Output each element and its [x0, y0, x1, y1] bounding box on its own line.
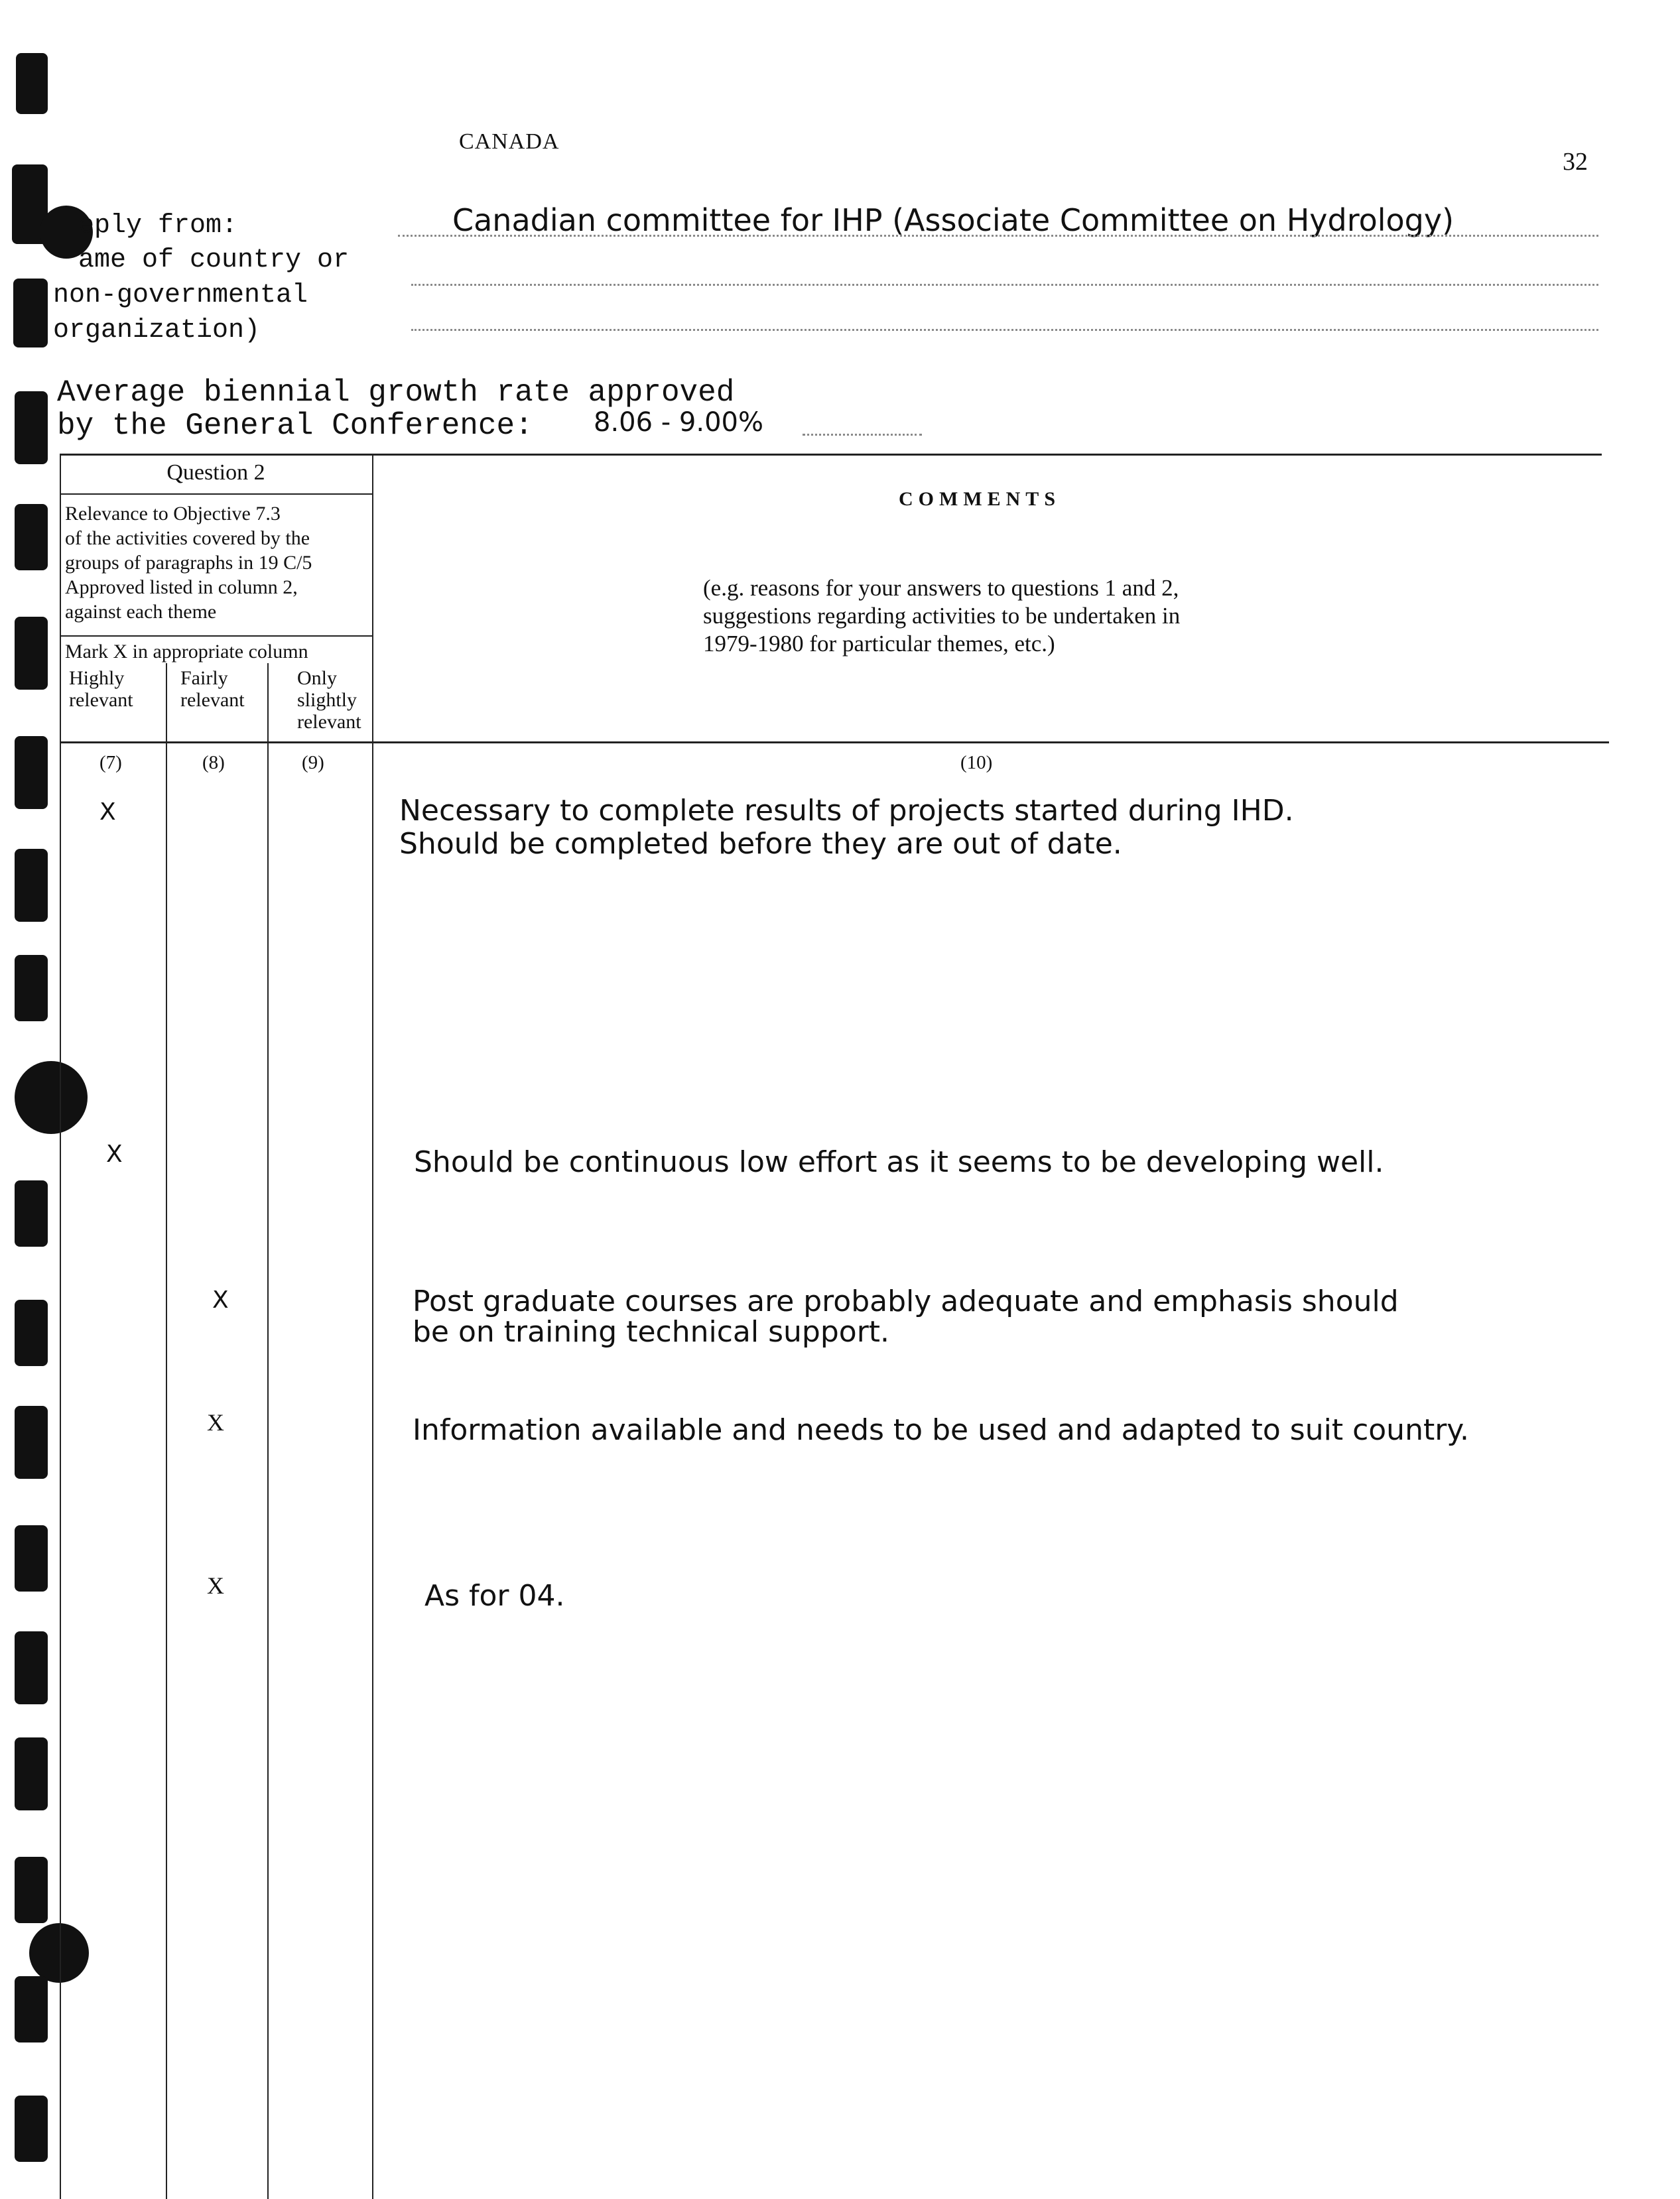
- growth-line1: Average biennial growth rate approved: [57, 375, 735, 410]
- binder-punch-mark: [15, 1976, 48, 2042]
- row3-comment-line1: Post graduate courses are probably adequate and emphasis should: [413, 1285, 1399, 1318]
- binder-punch-mark: [15, 617, 48, 690]
- binder-punch-mark: [15, 1300, 48, 1366]
- binder-punch-mark: [16, 53, 48, 114]
- comments-note-line: 1979-1980 for particular themes, etc.): [703, 631, 1055, 657]
- binder-punch-mark: [15, 1406, 48, 1479]
- binder-punch-mark: [15, 955, 48, 1021]
- binder-punch-mark: [15, 391, 48, 464]
- table-divider-col8: [267, 663, 269, 2199]
- reply-label-line1: eply from:: [78, 211, 238, 241]
- table-header-rule: [60, 741, 1609, 743]
- row4-mark-fairly: X: [207, 1409, 224, 1436]
- binder-punch-mark: [15, 2096, 48, 2162]
- binder-punch-mark: [15, 1525, 48, 1592]
- binder-punch-mark: [15, 1857, 48, 1923]
- row1-comment-line1: Necessary to complete results of projects started during IHD.: [399, 794, 1294, 828]
- growth-value: 8.06 - 9.00%: [594, 407, 763, 438]
- row4-comment: Information available and needs to be used and adapted to suit country.: [413, 1413, 1470, 1447]
- country-heading: CANADA: [459, 129, 560, 154]
- row2-mark-highly: X: [106, 1141, 123, 1168]
- col-header-fairly-line2: relevant: [180, 689, 245, 711]
- row2-comment: Should be continuous low effort as it seems to be developing well.: [414, 1145, 1384, 1179]
- reply-dotted-line: [411, 284, 1598, 286]
- page-number: 32: [1563, 148, 1588, 176]
- question-title: Question 2: [166, 460, 265, 485]
- reply-dotted-line: [411, 329, 1598, 331]
- question-text-line: Approved listed in column 2,: [65, 576, 298, 598]
- table-left-border: [60, 454, 61, 2199]
- col-header-highly-line2: relevant: [69, 689, 133, 711]
- binder-punch-mark: [15, 1180, 48, 1247]
- binder-punch-mark: [15, 736, 48, 809]
- binder-hole: [15, 1061, 88, 1134]
- row5-comment: As for 04.: [424, 1579, 565, 1613]
- growth-dotted-line: [803, 434, 922, 436]
- col-header-highly-line1: Highly: [69, 667, 125, 689]
- col-header-fairly-line1: Fairly: [180, 667, 228, 689]
- binder-punch-mark: [13, 279, 48, 347]
- reply-label-line2: ame of country or: [78, 245, 350, 275]
- col-number-9: (9): [302, 752, 324, 773]
- binder-punch-mark: [15, 1631, 48, 1704]
- row1-comment-line2: Should be completed before they are out of date.: [399, 827, 1122, 861]
- col-number-10: (10): [960, 752, 993, 773]
- reply-label-line4: organization): [53, 316, 261, 346]
- table-divider-col7: [166, 663, 167, 2199]
- row1-mark-highly: X: [99, 798, 116, 826]
- question-text-line: of the activities covered by the: [65, 527, 310, 549]
- growth-line2: by the General Conference:: [57, 408, 533, 443]
- mark-instruction: Mark X in appropriate column: [65, 641, 308, 662]
- col-header-slightly-line1: Only: [297, 667, 337, 689]
- reply-label-line3: non-governmental: [53, 281, 308, 310]
- question-title-rule: [60, 493, 372, 495]
- question-text-rule: [60, 635, 372, 637]
- reply-dotted-line: [398, 235, 1598, 237]
- row3-mark-fairly: X: [212, 1287, 229, 1314]
- table-top-rule: [60, 454, 1602, 456]
- comments-title: COMMENTS: [899, 488, 1061, 510]
- row5-mark-fairly: X: [207, 1572, 224, 1599]
- binder-punch-mark: [15, 1737, 48, 1810]
- comments-note-line: (e.g. reasons for your answers to questions 1 and 2,: [703, 575, 1179, 601]
- col-header-slightly-line2: slightly: [297, 689, 357, 711]
- row3-comment-line2: be on training technical support.: [413, 1315, 890, 1349]
- binder-punch-mark: [15, 849, 48, 922]
- col-header-slightly-line3: relevant: [297, 711, 361, 733]
- comments-note-line: suggestions regarding activities to be undertaken in: [703, 603, 1181, 629]
- reply-value: Canadian committee for IHP (Associate Committee on Hydrology): [452, 202, 1454, 238]
- question-text-line: groups of paragraphs in 19 C/5: [65, 552, 312, 574]
- question-text-line: against each theme: [65, 601, 217, 623]
- binder-punch-mark: [15, 504, 48, 570]
- table-divider-comments: [372, 454, 373, 2199]
- col-number-8: (8): [202, 752, 225, 773]
- question-text-line: Relevance to Objective 7.3: [65, 503, 281, 525]
- col-number-7: (7): [99, 752, 122, 773]
- binder-hole: [29, 1923, 89, 1983]
